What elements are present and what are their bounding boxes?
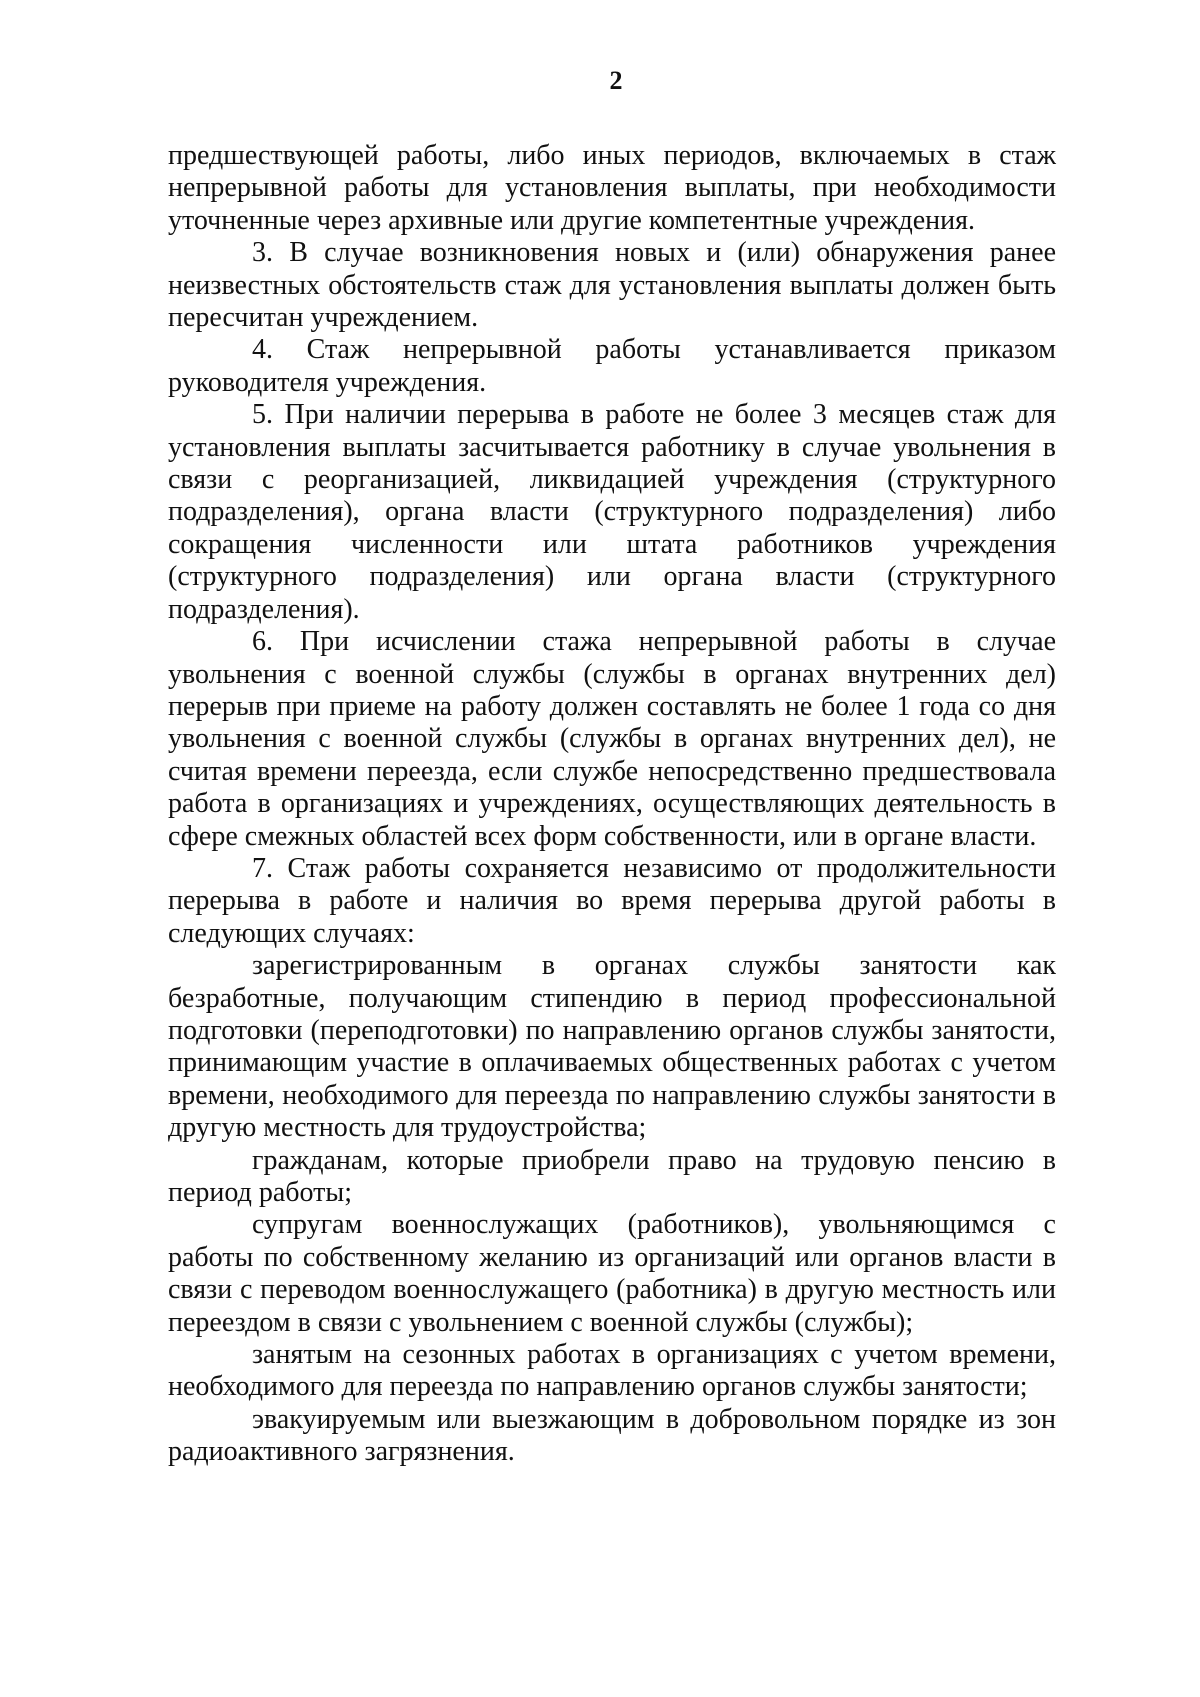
paragraph-5: 5. При наличии перерыва в работе не более 3 месяцев стаж для установления выплаты засчитывается работнику в случае увольнения в связи с реорганизацией, ликвидацией учреждения (структурного подразделения), органа власти (структурного подразделения) либо сокращения численности или штата работников учреждения (структурного подразделения) или органа власти (структурного подразделения). bbox=[168, 399, 1056, 625]
paragraph-6: 6. При исчислении стажа непрерывной работы в случае увольнения с военной службы (службы в органах внутренних дел) перерыв при приеме на работу должен составлять не более 1 года со дня увольнения с военной службы (службы в органах внутренних дел), не считая времени переезда, если службе непосредственно предшествовала работа в организациях и учреждениях, осуществляющих деятельность в сфере смежных областей всех форм собственности, или в органе власти. bbox=[168, 626, 1056, 852]
paragraph-continuation: предшествующей работы, либо иных периодов, включаемых в стаж непрерывной работы для установления выплаты, при необходимости уточненные через архивные или другие компетентные учреждения. bbox=[168, 140, 1056, 236]
case-spouses: супругам военнослужащих (работников), увольняющимся с работы по собственному желанию из организаций или органов власти в связи с переводом военнослужащего (работника) в другую местность или переездом в связи с увольнением с военной службы (службы); bbox=[168, 1209, 1056, 1338]
paragraph-4: 4. Стаж непрерывной работы устанавливается приказом руководителя учреждения. bbox=[168, 334, 1056, 398]
case-unemployed: зарегистрированным в органах службы занятости как безработные, получающим стипендию в период профессиональной подготовки (переподготовки) по направлению органов службы занятости, принимающим участие в оплачиваемых общественных работах с учетом времени, необходимого для переезда по направлению службы занятости в другую местность для трудоустройства; bbox=[168, 950, 1056, 1144]
case-pension: гражданам, которые приобрели право на трудовую пенсию в период работы; bbox=[168, 1144, 1056, 1208]
paragraph-7: 7. Стаж работы сохраняется независимо от продолжительности перерыва в работе и наличия во время перерыва другой работы в следующих случаях: bbox=[168, 852, 1056, 949]
page-number: 2 bbox=[609, 66, 623, 95]
paragraph-3: 3. В случае возникновения новых и (или) обнаружения ранее неизвестных обстоятельств стаж для установления выплаты должен быть пересчитан учреждением. bbox=[168, 237, 1056, 334]
case-seasonal: занятым на сезонных работах в организациях с учетом времени, необходимого для переезда по направлению органов службы занятости; bbox=[168, 1339, 1056, 1403]
case-evacuated: эвакуируемым или выезжающим в добровольном порядке из зон радиоактивного загрязнения. bbox=[168, 1403, 1056, 1468]
document-body bbox=[168, 140, 1056, 1469]
